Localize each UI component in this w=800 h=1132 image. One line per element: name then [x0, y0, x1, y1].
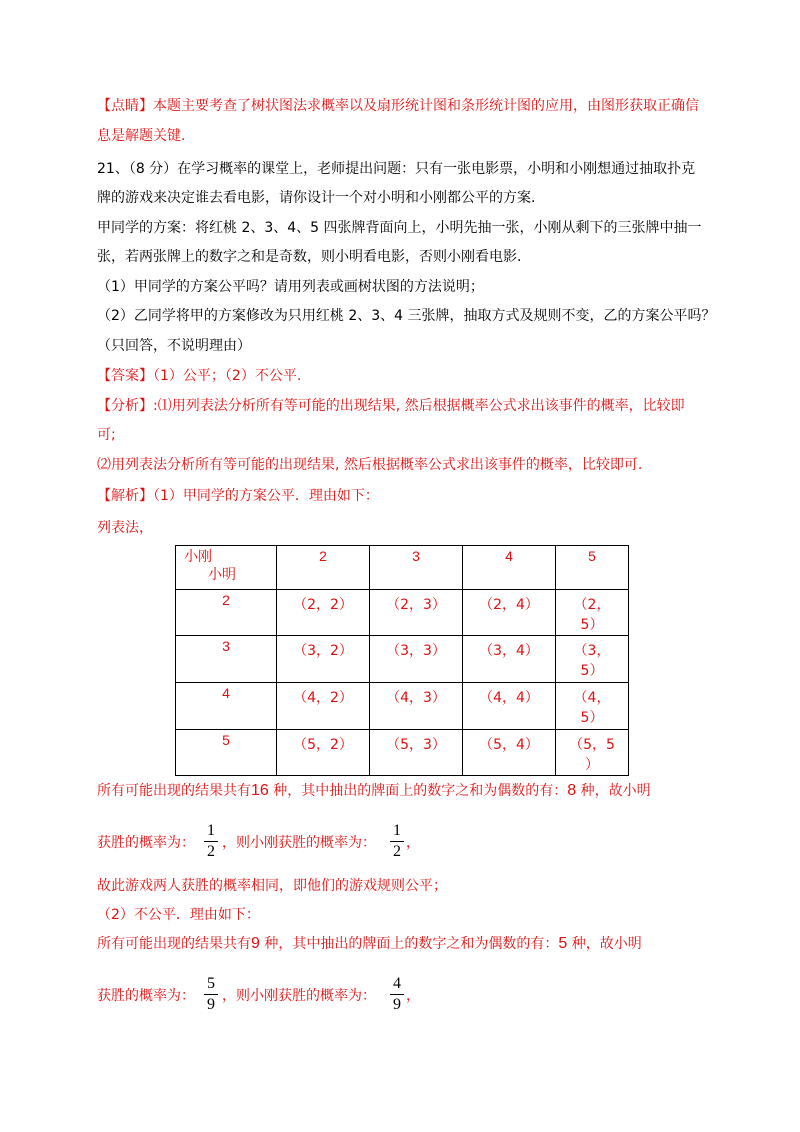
outcome-table [175, 545, 629, 776]
table-header-row [176, 546, 629, 590]
answer-text: （1）公平；（2）不公平. [153, 368, 302, 384]
table-cell [556, 636, 629, 683]
question-line-3: 甲同学的方案：将红桃 2、3、4、5 四张牌背面向上，小明先抽一张，小刚从剩下的三张牌中抽一 [97, 220, 702, 236]
result-line-2 [97, 934, 642, 954]
win-prob-text-a: 获胜的概率为： [97, 988, 195, 1004]
fraction-xiaogang-2 [389, 975, 405, 1013]
fraction-denominator: 2 [207, 843, 215, 860]
fraction-numerator: 1 [393, 822, 401, 839]
corner-top-label: 小刚 [184, 549, 212, 565]
solution-tag: 【解析】 [97, 488, 153, 504]
table-cell: （3，3） [370, 636, 463, 683]
cell-part-a: （5，5 [569, 737, 615, 753]
win-prob-text-b: ，则小刚获胜的概率为： [222, 835, 376, 851]
col-header: 2 [277, 546, 370, 590]
result-text: 种，故小明 [567, 936, 642, 952]
fraction-denominator: 9 [207, 996, 215, 1013]
row-header: 4 [176, 683, 277, 730]
analysis-line-2: 可; [97, 427, 116, 443]
win-prob-text-a: 获胜的概率为： [97, 835, 195, 851]
win-prob-text-c: ， [406, 835, 420, 851]
cell-part-b: 5） [580, 617, 604, 633]
analysis-line-3: ⑵用列表法分析所有等可能的出现结果, 然后根据概率公式求出该事件的概率，比较即可. [97, 457, 643, 473]
table-cell: （2，4） [463, 590, 556, 636]
fraction-xiaoming-2 [203, 975, 219, 1013]
col-header: 4 [463, 546, 556, 590]
table-cell [556, 683, 629, 730]
cell-part-a: （4， [573, 690, 611, 706]
even-count: 8 [567, 782, 577, 799]
total-count: 16 [251, 782, 269, 799]
result-text: 所有可能出现的结果共有 [97, 783, 251, 799]
total-count: 9 [251, 935, 260, 952]
key-point-line-1: 【点睛】本题主要考查了树状图法求概率以及扇形统计图和条形统计图的应用，由图形获取正确信 [97, 98, 699, 114]
table-cell: （3，4） [463, 636, 556, 683]
table-cell [556, 730, 629, 776]
analysis-line-1 [97, 396, 685, 416]
col-header: 3 [370, 546, 463, 590]
table-row [176, 590, 629, 636]
question-part-2-note: （只回答，不说明理由） [97, 338, 251, 354]
fraction-xiaogang-1 [389, 822, 405, 860]
result-text: 种，其中抽出的牌面上的数字之和为偶数的有： [259, 936, 559, 952]
analysis-tag: 【分析】 [97, 398, 153, 414]
table-cell: （4，2） [277, 683, 370, 730]
row-header: 2 [176, 590, 277, 636]
table-cell: （4，3） [370, 683, 463, 730]
fraction-numerator: 5 [207, 975, 215, 992]
question-part-2: （2）乙同学将甲的方案修改为只用红桃 2、3、4 三张牌，抽取方式及规则不变，乙的方案公平吗？ [97, 308, 716, 324]
table-row [176, 636, 629, 683]
cell-part-b: 5） [580, 710, 604, 726]
corner-bottom-label: 小明 [208, 567, 236, 583]
table-cell: （4，4） [463, 683, 556, 730]
list-method-label: 列表法， [97, 520, 153, 536]
result-text: 所有可能出现的结果共有 [97, 936, 251, 952]
table-cell: （5，3） [370, 730, 463, 776]
table-cell: （5，4） [463, 730, 556, 776]
question-line-2: 牌的游戏来决定谁去看电影，请你设计一个对小明和小刚都公平的方案. [97, 190, 536, 206]
table-cell: （2，2） [277, 590, 370, 636]
table-corner-cell [176, 546, 277, 590]
table-cell: （3，2） [277, 636, 370, 683]
part-2-heading: （2）不公平．理由如下： [97, 907, 260, 923]
table-cell: （5，2） [277, 730, 370, 776]
table-row [176, 730, 629, 776]
table-row [176, 683, 629, 730]
answer-tag: 【答案】 [97, 368, 153, 384]
result-text: 种，其中抽出的牌面上的数字之和为偶数的有： [268, 783, 568, 799]
row-header: 5 [176, 730, 277, 776]
table-cell: （2，3） [370, 590, 463, 636]
fraction-numerator: 4 [393, 975, 401, 992]
even-count: 5 [558, 935, 568, 952]
analysis-text-1: :⑴用列表法分析所有等可能的出现结果, 然后根据概率公式求出该事件的概率，比较即 [153, 398, 685, 414]
win-prob-text-b: ，则小刚获胜的概率为： [222, 988, 376, 1004]
cell-part-a: （3， [573, 643, 611, 659]
row-header: 3 [176, 636, 277, 683]
result-text: 种，故小明 [576, 783, 651, 799]
question-part-1: （1）甲同学的方案公平吗？请用列表或画树状图的方法说明； [97, 279, 484, 295]
cell-part-a: （2， [573, 597, 611, 613]
answer-line [97, 366, 301, 386]
question-line-4: 张，若两张牌上的数字之和是奇数，则小明看电影，否则小刚看电影. [97, 249, 522, 265]
solution-text: （1）甲同学的方案公平．理由如下： [153, 488, 379, 504]
fraction-numerator: 1 [207, 822, 215, 839]
fraction-denominator: 2 [393, 843, 401, 860]
fraction-denominator: 9 [393, 996, 401, 1013]
solution-line [97, 486, 379, 506]
fraction-xiaoming-1 [203, 822, 219, 860]
win-prob-text-c: ， [406, 988, 420, 1004]
fair-conclusion: 故此游戏两人获胜的概率相同，即他们的游戏规则公平； [97, 878, 447, 894]
question-line-1: 21、（8 分）在学习概率的课堂上，老师提出问题：只有一张电影票，小明和小刚想通过抽取扑克 [97, 161, 696, 177]
cell-part-b: 5） [580, 663, 604, 679]
key-point-line-2: 息是解题关键. [97, 128, 186, 144]
col-header: 5 [556, 546, 629, 590]
cell-part-b: ） [585, 757, 599, 773]
result-line-1 [97, 781, 651, 801]
table-cell [556, 590, 629, 636]
